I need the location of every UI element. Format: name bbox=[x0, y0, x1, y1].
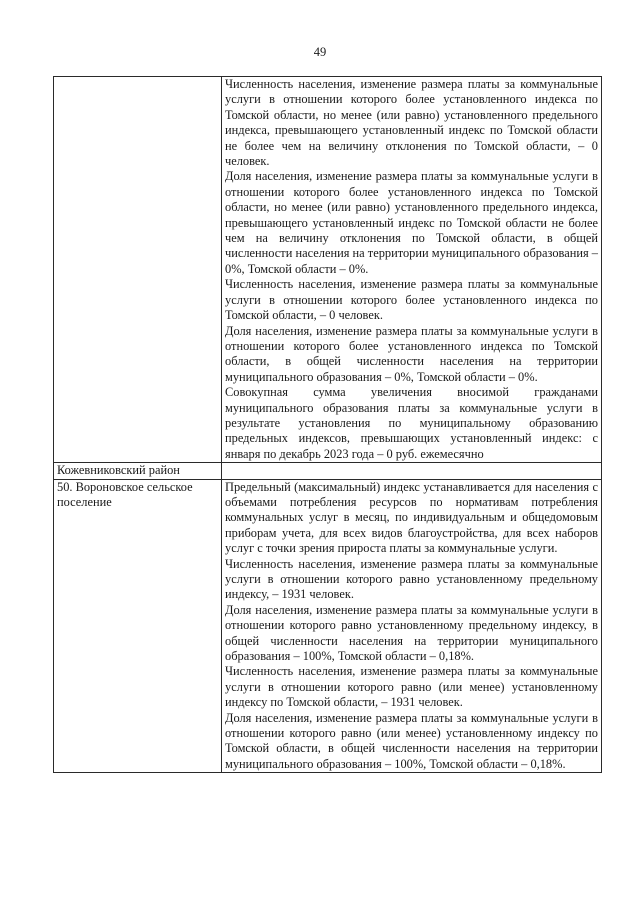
table-cell-left bbox=[54, 77, 222, 463]
paragraph: Доля населения, изменение размера платы за коммунальные услуги в отношении которого равно (или менее) установленному индексу по Томской области, в общей численности населения на территории муниципального образования – 100%, Томской области – 0,18%. bbox=[225, 710, 598, 771]
settlement-name: 50. Вороновское сельское поселение bbox=[54, 479, 222, 773]
paragraph: Численность населения, изменение размера платы за коммунальные услуги в отношении которого равно (или менее) установленному индексу по Томской области, – 1931 человек. bbox=[225, 664, 598, 710]
table-cell-right bbox=[222, 77, 602, 463]
paragraph: Доля населения, изменение размера платы за коммунальные услуги в отношении которого более установленного индекса по Томской области, но менее (или равно) установленного предельного индекса, превышающего установленный индекс по Томской области не более чем на величину отклонения по Томской области, в общей численности населения на территории муниципального образования – 0%, Томской области – 0%. bbox=[225, 169, 598, 276]
paragraph: Численность населения, изменение размера платы за коммунальные услуги в отношении которого более установленного индекса по Томской области, – 0 человек. bbox=[225, 277, 598, 323]
table-row bbox=[54, 479, 602, 773]
table-cell-right bbox=[222, 463, 602, 479]
table-row bbox=[54, 77, 602, 463]
paragraph: Доля населения, изменение размера платы за коммунальные услуги в отношении которого равно установленному предельному индексу, в общей численности населения на территории муниципального образования – 100%, Томской области – 0,18%. bbox=[225, 602, 598, 664]
paragraph: Совокупная сумма увеличения вносимой гражданами муниципального образования платы за коммунальные услуги в результате установления по муниципальному образованию предельных индексов, превышающих установленный индекс: с января по декабрь 2023 года – 0 руб. ежемесячно bbox=[225, 385, 598, 461]
table-row bbox=[54, 463, 602, 479]
paragraph: Предельный (максимальный) индекс устанавливается для населения с объемами потребления ресурсов по нормативам потребления коммунальных услуг в месяц, по индивидуальным и общедомовым приборам учета, для всех видов благоустройства, для всех наборов услуг с точки зрения прироста платы за коммунальные услуги. bbox=[225, 479, 598, 556]
paragraph: Численность населения, изменение размера платы за коммунальные услуги в отношении которого равно установленному предельному индексу, – 1931 человек. bbox=[225, 556, 598, 602]
district-heading: Кожевниковский район bbox=[54, 463, 222, 479]
paragraph: Численность населения, изменение размера платы за коммунальные услуги в отношении которого более установленного индекса по Томской области, но менее (или равно) установленного предельного индекса, превышающего установленный индекс по Томской области не более чем на величину отклонения по Томской области, – 0 человек. bbox=[225, 77, 598, 169]
table-cell-right bbox=[222, 479, 602, 773]
paragraph: Доля населения, изменение размера платы за коммунальные услуги в отношении которого более установленного индекса по Томской области, в общей численности населения на территории муниципального образования – 0%, Томской области – 0%. bbox=[225, 323, 598, 384]
document-table bbox=[53, 76, 602, 773]
page-number: 49 bbox=[313, 45, 327, 59]
